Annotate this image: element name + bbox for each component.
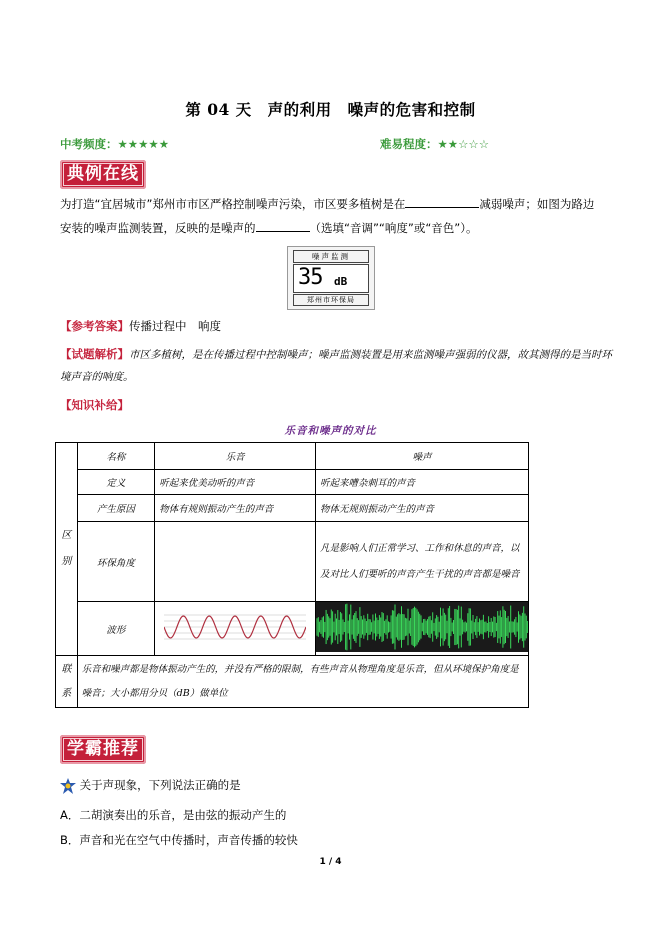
table-caption: 乐音和噪声的对比 xyxy=(284,425,377,437)
example-question xyxy=(60,192,610,240)
analysis-label: 【试题解析】 xyxy=(60,347,129,361)
group-label-cell xyxy=(56,443,78,656)
option-a: A．二胡演奏出的乐音，是由弦的振动产生的 xyxy=(60,808,287,822)
page-title: 第 04 天 声的利用 噪声的危害和控制 xyxy=(185,100,476,119)
answer-text: 传播过程中 响度 xyxy=(129,319,221,333)
answer-blank-1 xyxy=(405,194,479,208)
analysis-text: 市区多植树，是在传播过程中控制噪声；噪声监测装置是用来监测噪声强弱的仪器，故其测得的是当时环境声音的响度。 xyxy=(60,349,612,383)
difficulty-stars: ★★☆☆☆ xyxy=(437,137,490,151)
table-row: 环保角度 凡是影响人们正常学习、工作和休息的声音，以及对比人们要听的声音产生干扰的声音都是噪音 xyxy=(56,522,529,602)
relation-label: 联 系 xyxy=(61,663,72,699)
noise-waveform-cell xyxy=(316,602,529,656)
comparison-table xyxy=(55,442,529,708)
table-header-row xyxy=(56,443,529,470)
section-badge-recommend: 学霸推荐 xyxy=(60,735,146,764)
noise-waveform-image xyxy=(316,602,528,652)
page-number: 1 / 4 xyxy=(319,857,342,867)
group-label: 区 别 xyxy=(61,530,72,567)
knowledge-heading xyxy=(60,393,610,417)
knowledge-label: 【知识补给】 xyxy=(60,398,129,412)
table-row: 定义 听起来优美动听的声音 听起来嘈杂刺耳的声音 xyxy=(56,470,529,495)
section-badge-example: 典例在线 xyxy=(60,160,146,189)
answer-label: 【参考答案】 xyxy=(60,319,129,333)
meter-reading: 35 xyxy=(298,265,323,290)
answer-blank-2 xyxy=(256,218,310,232)
meter-bottom-label: 郑州市环保局 xyxy=(293,294,369,306)
music-waveform-image xyxy=(164,607,306,647)
relation-row xyxy=(56,656,529,708)
meter-top-label: 噪声监测 xyxy=(293,250,369,263)
meter-unit: dB xyxy=(334,275,348,288)
noise-monitor-image xyxy=(287,246,375,310)
header-music: 乐音 xyxy=(155,443,316,470)
relation-text: 乐音和噪声都是物体振动产生的，并没有严格的限制，有些声音从物理角度是乐音，但从环境保护角度是噪音；大小都用分贝（dB）做单位 xyxy=(77,656,528,708)
question-marker-icon xyxy=(60,778,76,794)
option-b: B．声音和光在空气中传播时，声音传播的较快 xyxy=(60,833,298,847)
table-row: 产生原因 物体有规则振动产生的声音 物体无规则振动产生的声音 xyxy=(56,495,529,522)
frequency-rating xyxy=(60,136,169,152)
question-line-2: 安装的噪声监测装置，反映的是噪声的 （选填“音调”“响度”或“音色”）。 xyxy=(60,216,610,240)
frequency-label: 中考频度： xyxy=(60,137,118,151)
difficulty-label: 难易程度： xyxy=(380,137,438,151)
reference-answer xyxy=(60,314,610,338)
question-line-1: 为打造“宜居城市”郑州市市区严格控制噪声污染，市区要多植树是在 减弱噪声；如图为路边 xyxy=(60,192,610,216)
header-name: 名称 xyxy=(77,443,155,470)
practice-question xyxy=(60,777,241,794)
meter-display xyxy=(293,264,369,293)
table-row: 波形 xyxy=(56,602,529,656)
frequency-stars: ★★★★★ xyxy=(117,137,170,151)
analysis xyxy=(60,343,620,388)
relation-label-cell xyxy=(56,656,78,708)
difficulty-rating xyxy=(380,136,489,152)
header-noise: 噪声 xyxy=(316,443,529,470)
question-stem: 关于声现象，下列说法正确的是 xyxy=(79,778,241,792)
music-waveform-cell xyxy=(155,602,316,656)
